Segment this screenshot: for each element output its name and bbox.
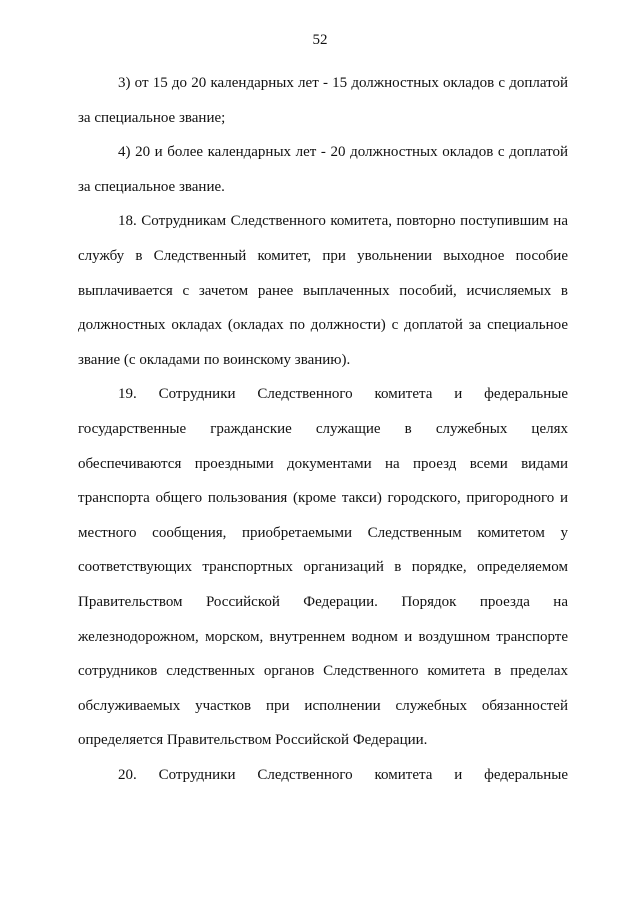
paragraph-20: 20. Сотрудники Следственного комитета и федеральные [118, 766, 568, 783]
paragraph-item-4: 4) 20 и более календарных лет - 20 должностных окладов с доплатой за специальное звание. [78, 144, 568, 195]
paragraph-item-3: 3) от 15 до 20 календарных лет - 15 должностных окладов с доплатой за специальное звание; [78, 75, 568, 126]
paragraph-19: 19. Сотрудники Следственного комитета и федеральные государственные гражданские служащие в служебных целях обеспечиваются проездными документами на проезд всеми видами транспорта общего пользования (кроме такси) городского, пригородного и местного сообщения, приобретаемыми Следственным комитетом у соответствующих транспортных организаций в порядке, определяемом Правительством Российской Федерации. Порядок проезда на железнодорожном, морском, внутреннем водном и воздушном транспорте сотрудников следственных органов Следственного комитета в пределах обслуживаемых участков при исполнении служебных обязанностей определяется Правительством Российской Федерации. [78, 386, 568, 749]
paragraph-18: 18. Сотрудникам Следственного комитета, повторно поступившим на службу в Следственный комитет, при увольнении выходное пособие выплачивается с зачетом ранее выплаченных пособий, исчисляемых в должностных окладах (окладах по должности) с доплатой за специальное звание (с окладами по воинскому званию). [78, 213, 568, 368]
document-body [78, 66, 568, 792]
page-number: 52 [312, 32, 328, 48]
